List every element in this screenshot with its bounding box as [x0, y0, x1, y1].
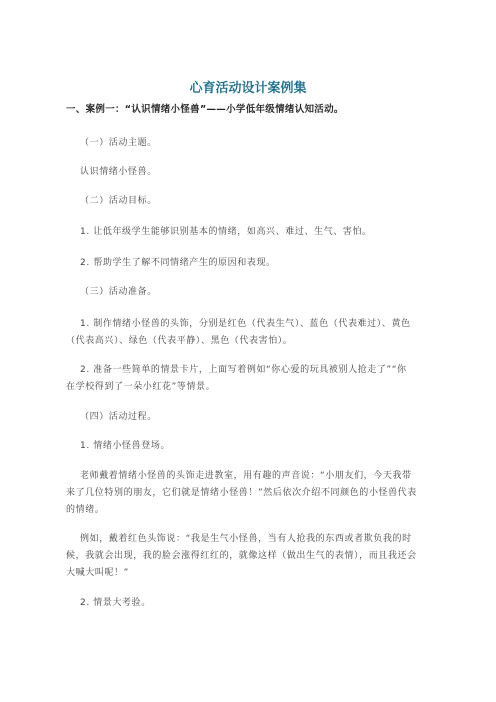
- paragraph-2-line-1: 例如，戴着红色头饰说：“我是生气小怪兽，当有人抢我的东西或者欺负我的时: [80, 534, 412, 544]
- subheading-process: （四）活动过程。: [80, 412, 157, 422]
- paragraph-2-line-2: 候，我就会出现，我的脸会涨得红红的，就像这样（做出生气的表情），而且我还会: [66, 551, 417, 561]
- subheading-preparation: （三）活动准备。: [80, 287, 157, 297]
- prep-item-1-line-1: 1. 制作情绪小怪兽的头饰，分别是红色（代表生气）、蓝色（代表难过）、黄色: [80, 319, 411, 329]
- paragraph-1-line-2: 来了几位特别的朋友，它们就是情绪小怪兽！”然后依次介绍不同颜色的小怪兽代表: [66, 488, 417, 498]
- paragraph-1-line-1: 老师戴着情绪小怪兽的头饰走进教室，用有趣的声音说：“小朋友们，今天我带: [80, 471, 412, 481]
- process-step-1: 1. 情绪小怪兽登场。: [80, 441, 171, 451]
- section-heading-case-1: 一、案例一：“认识情绪小怪兽”——小学低年级情绪认知活动。: [66, 104, 344, 115]
- prep-item-1-line-2: （代表高兴）、绿色（代表平静）、黑色（代表害怕）。: [66, 336, 293, 346]
- document-title: 心育活动设计案例集: [189, 81, 307, 96]
- paragraph-1-line-3: 的情绪。: [66, 505, 105, 515]
- theme-text: 认识情绪小怪兽。: [80, 167, 157, 177]
- prep-item-2-line-1: 2. 准备一些简单的情景卡片，上面写着例如“你心爱的玩具被别人抢走了”“你: [80, 365, 407, 375]
- paragraph-2-line-3: 大喊大叫呢！”: [66, 568, 129, 578]
- goal-item-1: 1. 让低年级学生能够识别基本的情绪，如高兴、难过、生气、害怕。: [80, 227, 372, 237]
- goal-item-2: 2. 帮助学生了解不同情绪产生的原因和表现。: [80, 258, 276, 268]
- subheading-theme: （一）活动主题。: [80, 138, 157, 148]
- process-step-2: 2. 情景大考验。: [80, 598, 151, 608]
- prep-item-2-line-2: 在学校得到了一朵小红花”等情景。: [66, 382, 216, 392]
- subheading-goals: （二）活动目标。: [80, 196, 157, 206]
